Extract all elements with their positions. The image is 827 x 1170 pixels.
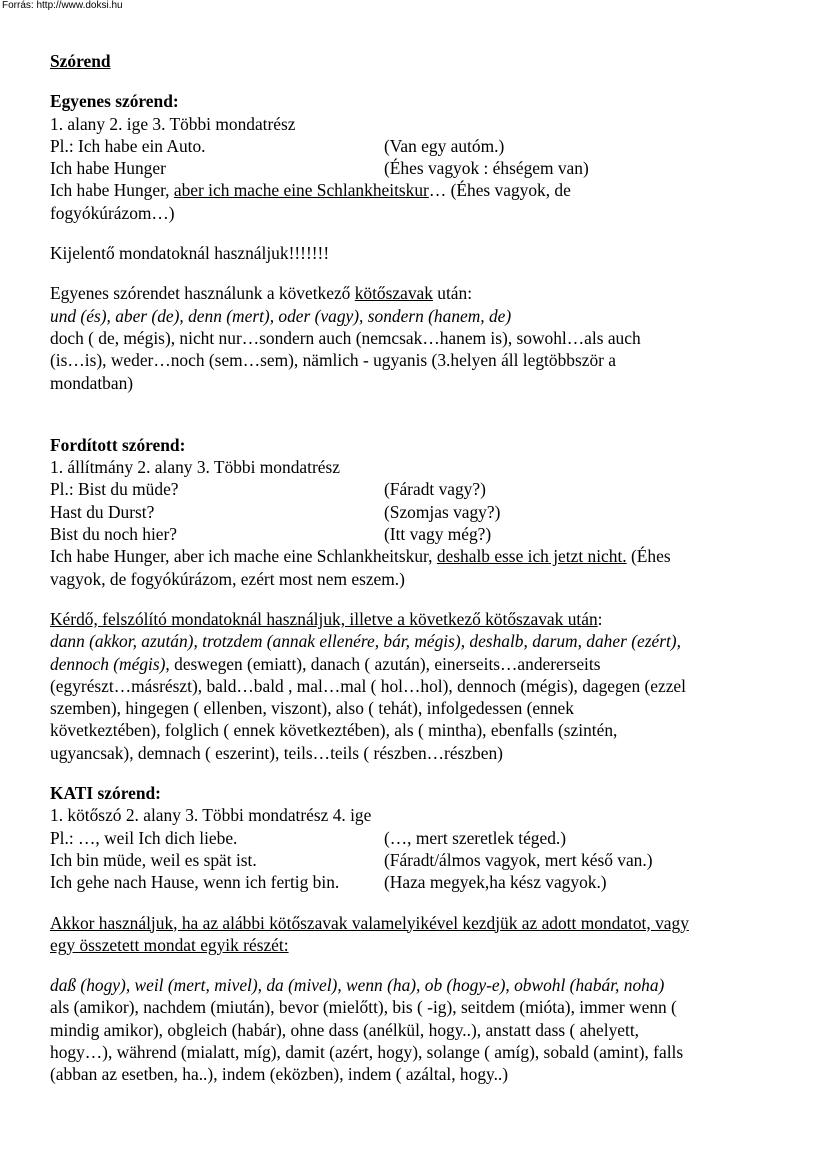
forditott-list-line-1 [50,653,780,675]
example-hu: (Haza megyek,ha kész vagyok.) [384,872,607,893]
egyenes-heading: Egyenes szórend: [50,91,179,112]
example-hu: (Fáradt/álmos vagyok, mert késő van.) [384,849,653,870]
forditott-rule: 1. állítmány 2. alany 3. Többi mondatrész [50,457,340,478]
egyenes-note: Kijelentő mondatoknál használjuk!!!!!!! [50,243,330,264]
forditott-usage [50,608,780,630]
example-de: Pl.: Ich habe ein Auto. [50,135,206,156]
forditott-italic-line-1: dann (akkor, azután), trotzdem (annak ellenére, bár, mégis), deshalb, darum, daher (ezért), [50,631,681,652]
kati-list-line-4: (abban az esetben, ha..), indem (eközben), indem ( azáltal, hogy..) [50,1064,509,1085]
egyenes-list-line-1: doch ( de, mégis), nicht nur…sondern auch (nemcsak…hanem is), sowohl…als auch [50,327,641,348]
kati-italic-list: daß (hogy), weil (mert, mivel), da (mivel), wenn (ha), ob (hogy-e), obwohl (habár, noha) [50,975,665,996]
forditott-list-line-2: (egyrészt…másrészt), bald…bald , mal…mal ( hol…hol), dennoch (mégis), dagegen (ezzel [50,675,686,696]
text: Egyenes szórendet használunk a következő [50,283,355,304]
egyenes-italic-list: und (és), aber (de), denn (mert), oder (vagy), sondern (hanem, de) [50,305,512,326]
kati-list-line-3: hogy…), während (mialatt, míg), damit (azért, hogy), solange ( amíg), sobald (amint), falls [50,1041,684,1062]
forditott-list-line-4: következtében), folglich ( ennek következtében), als ( mintha), ebenfalls (szintén, [50,720,618,741]
kati-example-2 [50,849,780,871]
text: Ich habe Hunger, aber ich mache eine Schlankheitskur, [50,546,437,567]
example-hu: (Fáradt vagy?) [384,479,486,500]
egyenes-example-1 [50,135,780,157]
forditott-example-3 [50,523,780,545]
forditott-example-4 [50,545,780,567]
example-de: Pl.: …, weil Ich dich liebe. [50,827,238,848]
example-de: Ich bin müde, weil es spät ist. [50,849,257,870]
example-de: Bist du noch hier? [50,524,178,545]
example-de: Hast du Durst? [50,501,155,522]
example-de: Ich gehe nach Hause, wenn ich fertig bin. [50,872,340,893]
text: , deswegen (emiatt), danach ( azután), einerseits…andererseits [165,653,601,674]
egyenes-list-line-2: (is…is), weder…noch (sem…sem), nämlich - ugyanis (3.helyen áll legtöbbször a [50,350,617,371]
document-page [50,50,780,1086]
kati-example-1 [50,827,780,849]
underlined-phrase: deshalb esse ich jetzt nicht. [436,546,627,567]
kati-list-line-1: als (amikor), nachdem (miután), bevor (mielőtt), bis ( -ig), seitdem (mióta), immer wenn ( [50,997,677,1018]
underlined-usage: Kérdő, felszólító mondatoknál használjuk, illetve a következő kötőszavak után [50,608,598,629]
kati-rule: 1. kötőszó 2. alany 3. Többi mondatrész 4. ige [50,805,372,826]
forditott-heading: Fordított szórend: [50,434,186,455]
kati-list-line-2: mindig amikor), obgleich (habár), ohne dass (anélkül, hogy..), anstatt dass ( ahelyett, [50,1019,640,1040]
forditott-example-4-cont: vagyok, de fogyókúrázom, ezért most nem eszem.) [50,568,405,589]
underlined-phrase: aber ich mache eine Schlankheitskur [173,180,429,201]
example-hu: (Itt vagy még?) [384,524,492,545]
text: Ich habe Hunger, [50,180,174,201]
egyenes-list-line-3: mondatban) [50,372,134,393]
text: : [597,608,603,629]
example-hu: (Szomjas vagy?) [384,501,501,522]
example-de: Ich habe Hunger [50,158,166,179]
egyenes-example-3 [50,179,780,201]
forditott-example-2 [50,501,780,523]
egyenes-example-3-cont: fogyókúrázom…) [50,202,175,223]
egyenes-intro [50,282,780,304]
example-hu: (Éhes vagyok : éhségem van) [384,158,589,179]
text: után: [432,283,473,304]
example-hu: (…, mert szeretlek téged.) [384,827,567,848]
italic-text: dennoch (mégis) [50,653,166,674]
forditott-list-line-3: szemben), hingegen ( ellenben, viszont), also ( tehát), infolgedessen (ennek [50,698,574,719]
source-label: Forrás: http://www.doksi.hu [2,0,123,11]
forditott-example-1 [50,478,780,500]
kati-usage-line-1: Akkor használjuk, ha az alábbi kötőszavak valamelyikével kezdjük az adott mondatot, vagy [50,912,689,933]
text: (Éhes [626,546,671,567]
forditott-list-line-5: ugyancsak), demnach ( eszerint), teils…teils ( részben…részben) [50,742,503,763]
example-hu: (Van egy autóm.) [384,135,505,156]
kati-heading: KATI szórend: [50,783,161,804]
text: … (Éhes vagyok, de [428,180,571,201]
egyenes-rule: 1. alany 2. ige 3. Többi mondatrész [50,113,296,134]
page-title: Szórend [50,51,111,71]
kati-example-3 [50,871,780,893]
egyenes-example-2 [50,157,780,179]
kati-usage-line-2: egy összetett mondat egyik részét: [50,934,289,955]
example-de: Pl.: Bist du müde? [50,479,179,500]
underlined-word: kötőszavak [354,283,433,304]
